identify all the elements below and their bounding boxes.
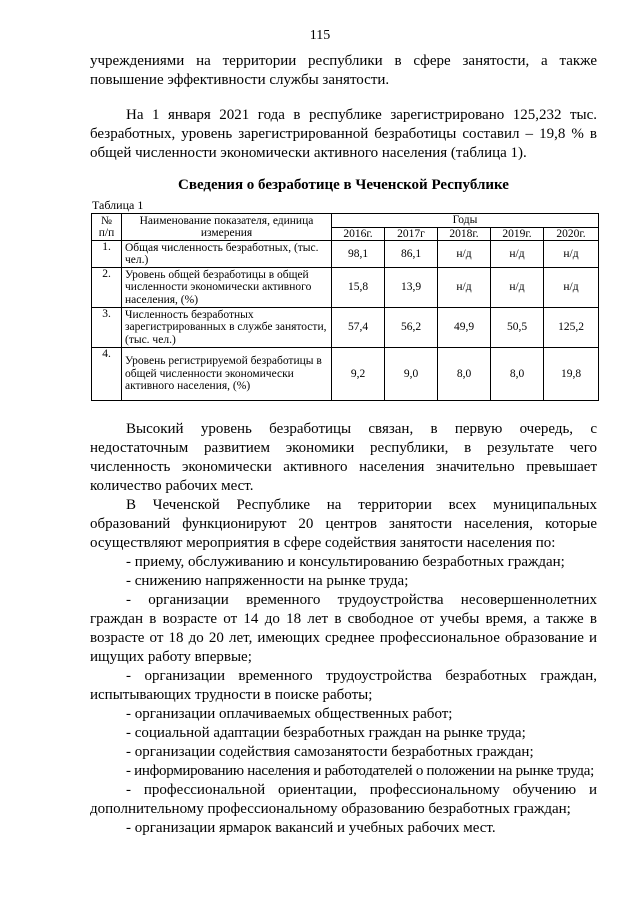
paragraph-centers-text: В Чеченской Республике на территории всех муниципальных образований функционируют 20 центров занятости населения, которые осуществляют мероприятия в сфере содействия занятости населения по: — [90, 497, 597, 551]
value-cell: н/д — [491, 241, 544, 268]
value-cell: 13,9 — [385, 268, 438, 308]
header-no: № п/п — [92, 214, 122, 241]
value-cell: н/д — [438, 268, 491, 308]
list-item: - информированию населения и работодателей о положении на рынке труда; — [126, 763, 594, 779]
paragraph-continuation — [90, 52, 597, 90]
year-cell: 2018г. — [438, 227, 491, 241]
list-item: - организации временного трудоустройства несовершеннолетних граждан в возрасте от 14 до 18 лет в свободное от учебы время, а также в возрасте от 18 до 20 лет, имеющих среднее профессиональное образование и ищущих работу впервые; — [90, 592, 597, 665]
table-row — [92, 308, 599, 348]
header-name: Наименование показателя, единица измерения — [122, 214, 332, 241]
value-cell: н/д — [544, 268, 599, 308]
section-heading: Сведения о безработице в Чеченской Республике — [178, 177, 509, 193]
paragraph-reason-text: Высокий уровень безработицы связан, в первую очередь, с недостаточным развитием экономики республики, в результате чего численность экономически активного населения значительно превышает количество рабочих мест. — [90, 421, 597, 494]
row-no: 1. — [92, 241, 122, 268]
value-cell: н/д — [491, 268, 544, 308]
value-cell: 125,2 — [544, 308, 599, 348]
row-no: 2. — [92, 268, 122, 308]
value-cell: 98,1 — [332, 241, 385, 268]
measures-list — [90, 553, 597, 838]
row-name: Уровень общей безработицы в общей численности экономически активного населения, (%) — [122, 268, 332, 308]
value-cell: 56,2 — [385, 308, 438, 348]
list-item: - снижению напряженности на рынке труда; — [126, 573, 409, 589]
row-name: Численность безработных зарегистрированных в службе занятости, (тыс. чел.) — [122, 308, 332, 348]
header-years: Годы — [332, 214, 599, 228]
value-cell: 19,8 — [544, 348, 599, 401]
table-caption: Таблица 1 — [92, 198, 144, 212]
value-cell: 57,4 — [332, 308, 385, 348]
value-cell: 9,2 — [332, 348, 385, 401]
paragraph-intro-text: На 1 января 2021 года в республике зарегистрировано 125,232 тыс. безработных, уровень зарегистрированной безработицы составил – 19,8 % в общей численности экономически активного населения (таблица 1). — [90, 107, 597, 161]
paragraph-reason — [90, 420, 597, 496]
list-item: - организации содействия самозанятости безработных граждан; — [126, 744, 534, 760]
table-row — [92, 241, 599, 268]
value-cell: 8,0 — [491, 348, 544, 401]
paragraph-continuation-text: учреждениями на территории республики в сфере занятости, а также повышение эффективности службы занятости. — [90, 53, 597, 88]
row-no: 4. — [92, 348, 122, 401]
table-header-row — [92, 214, 599, 228]
value-cell: 86,1 — [385, 241, 438, 268]
list-item: - профессиональной ориентации, профессиональному обучению и дополнительному профессиональному образованию безработных граждан; — [90, 782, 597, 817]
page-number: 115 — [309, 28, 331, 43]
value-cell: 8,0 — [438, 348, 491, 401]
list-item: - приему, обслуживанию и консультированию безработных граждан; — [126, 554, 565, 570]
value-cell: н/д — [544, 241, 599, 268]
year-cell: 2020г. — [544, 227, 599, 241]
value-cell: н/д — [438, 241, 491, 268]
value-cell: 49,9 — [438, 308, 491, 348]
table-row — [92, 348, 599, 401]
paragraph-intro — [90, 106, 597, 163]
value-cell: 9,0 — [385, 348, 438, 401]
list-item: - социальной адаптации безработных граждан на рынке труда; — [126, 725, 526, 741]
row-name: Общая численность безработных, (тыс. чел.) — [122, 241, 332, 268]
table-row — [92, 268, 599, 308]
value-cell: 50,5 — [491, 308, 544, 348]
list-item: - организации оплачиваемых общественных работ; — [126, 706, 453, 722]
year-cell: 2017г — [385, 227, 438, 241]
paragraph-centers — [90, 496, 597, 553]
unemployment-table — [91, 213, 599, 401]
row-name: Уровень регистрируемой безработицы в общей численности экономически активного населения, (%) — [122, 348, 332, 401]
value-cell: 15,8 — [332, 268, 385, 308]
list-item: - организации ярмарок вакансий и учебных рабочих мест. — [126, 820, 496, 836]
list-item: - организации временного трудоустройства безработных граждан, испытывающих трудности в поиске работы; — [90, 668, 597, 703]
year-cell: 2019г. — [491, 227, 544, 241]
row-no: 3. — [92, 308, 122, 348]
year-cell: 2016г. — [332, 227, 385, 241]
